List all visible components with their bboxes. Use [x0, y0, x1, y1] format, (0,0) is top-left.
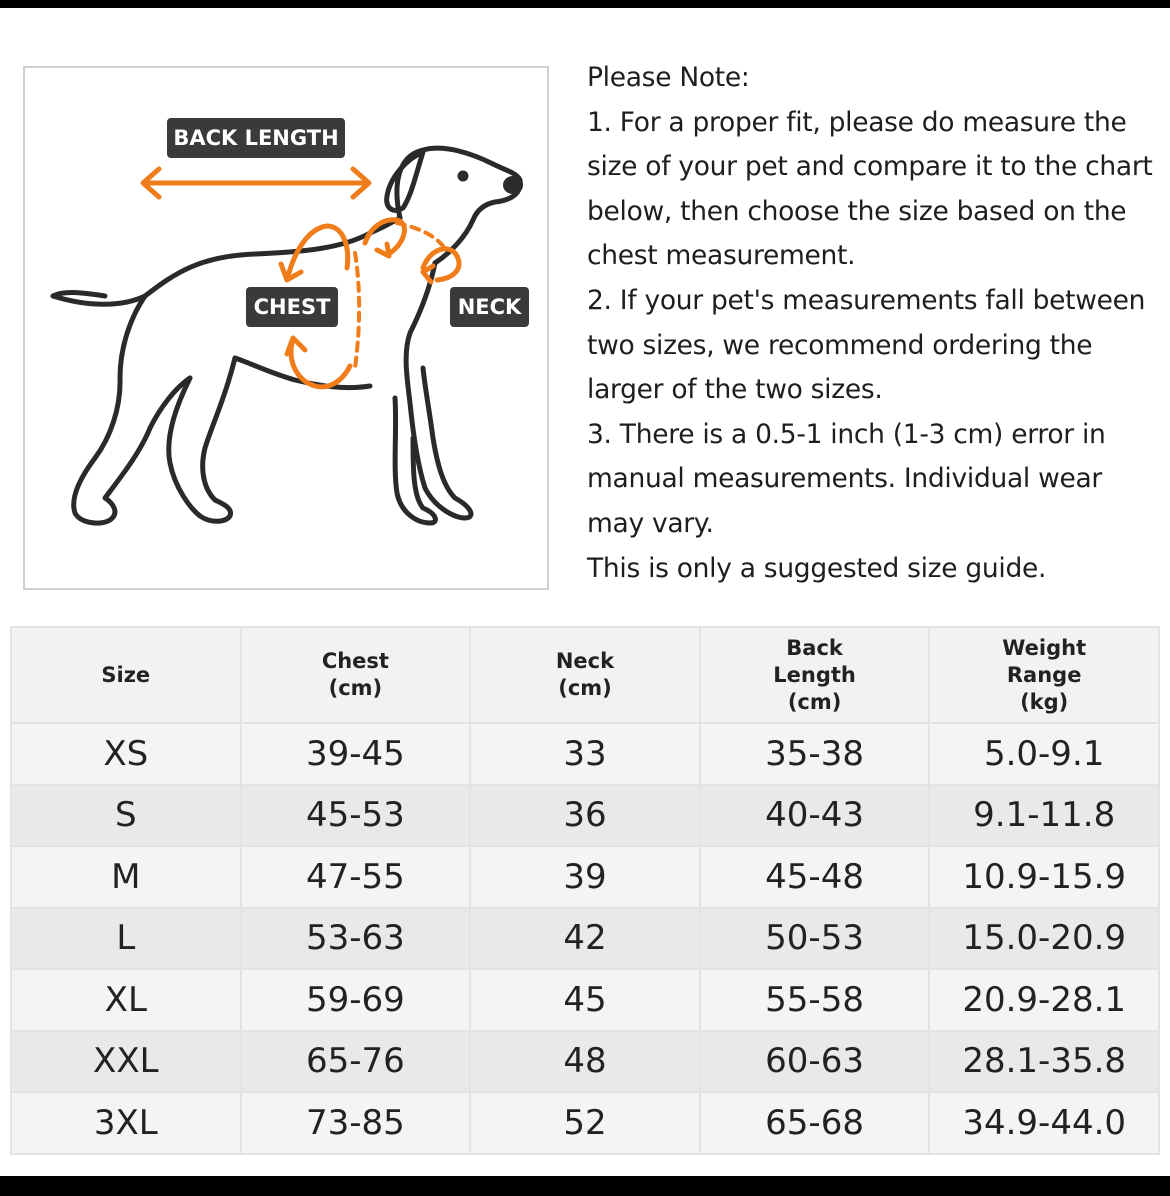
size-table [10, 626, 1160, 1155]
cell-size: M [11, 846, 241, 908]
neck-label: NECK [450, 287, 529, 327]
back-length-label: BACK LENGTH [167, 118, 345, 158]
table-row [11, 723, 1159, 785]
size-chart [10, 626, 1160, 1155]
table-row [11, 785, 1159, 847]
cell-chest: 65-76 [241, 1031, 471, 1093]
cell-neck: 52 [470, 1092, 700, 1154]
cell-size: L [11, 908, 241, 970]
cell-weight: 10.9-15.9 [929, 846, 1159, 908]
cell-size: XXL [11, 1031, 241, 1093]
note-line: 2. If your pet's measurements fall between [587, 284, 1146, 316]
cell-chest: 59-69 [241, 969, 471, 1031]
chest-label: CHEST [246, 287, 338, 327]
table-row [11, 969, 1159, 1031]
cell-chest: 45-53 [241, 785, 471, 847]
note-line: 3. There is a 0.5-1 inch (1-3 cm) error in [587, 418, 1106, 450]
cell-chest: 53-63 [241, 908, 471, 970]
cell-size: XL [11, 969, 241, 1031]
cell-neck: 48 [470, 1031, 700, 1093]
note-line: two sizes, we recommend ordering the [587, 329, 1093, 361]
cell-back-length: 40-43 [700, 785, 930, 847]
cell-weight: 15.0-20.9 [929, 908, 1159, 970]
note-heading: Please Note: [587, 62, 750, 93]
cell-back-length: 35-38 [700, 723, 930, 785]
table-row [11, 1031, 1159, 1093]
cell-weight: 34.9-44.0 [929, 1092, 1159, 1154]
header-chest: Chest (cm) [241, 627, 471, 723]
header-weight-range: Weight Range (kg) [929, 627, 1159, 723]
note-line: below, then choose the size based on the [587, 195, 1127, 227]
note-line: may vary. [587, 507, 714, 539]
header-size: Size [11, 627, 241, 723]
dog-outline [53, 148, 520, 523]
note-line: 1. For a proper fit, please do measure the [587, 106, 1127, 138]
cell-back-length: 65-68 [700, 1092, 930, 1154]
cell-back-length: 45-48 [700, 846, 930, 908]
measurement-arrows [143, 169, 459, 387]
cell-size: XS [11, 723, 241, 785]
cell-weight: 28.1-35.8 [929, 1031, 1159, 1093]
dog-nose [503, 176, 523, 194]
cell-neck: 36 [470, 785, 700, 847]
cell-size: 3XL [11, 1092, 241, 1154]
cell-weight: 9.1-11.8 [929, 785, 1159, 847]
cell-chest: 73-85 [241, 1092, 471, 1154]
cell-chest: 47-55 [241, 846, 471, 908]
dog-measurement-diagram [23, 66, 549, 590]
cell-back-length: 55-58 [700, 969, 930, 1031]
bottom-border [0, 1176, 1170, 1196]
top-border [0, 0, 1170, 8]
cell-neck: 45 [470, 969, 700, 1031]
cell-chest: 39-45 [241, 723, 471, 785]
header-back-length: Back Length (cm) [700, 627, 930, 723]
cell-back-length: 60-63 [700, 1031, 930, 1093]
cell-neck: 33 [470, 723, 700, 785]
note-line: chest measurement. [587, 240, 856, 272]
size-note [587, 56, 1167, 591]
note-line: manual measurements. Individual wear [587, 463, 1102, 495]
table-header-row [11, 627, 1159, 723]
note-line: size of your pet and compare it to the chart [587, 151, 1153, 183]
cell-weight: 5.0-9.1 [929, 723, 1159, 785]
note-line: larger of the two sizes. [587, 374, 883, 406]
chest-loop-arrow [287, 226, 348, 280]
header-neck: Neck (cm) [470, 627, 700, 723]
table-row [11, 846, 1159, 908]
cell-size: S [11, 785, 241, 847]
cell-neck: 39 [470, 846, 700, 908]
note-line: This is only a suggested size guide. [587, 552, 1047, 584]
cell-weight: 20.9-28.1 [929, 969, 1159, 1031]
cell-back-length: 50-53 [700, 908, 930, 970]
cell-neck: 42 [470, 908, 700, 970]
table-row [11, 908, 1159, 970]
table-row [11, 1092, 1159, 1154]
